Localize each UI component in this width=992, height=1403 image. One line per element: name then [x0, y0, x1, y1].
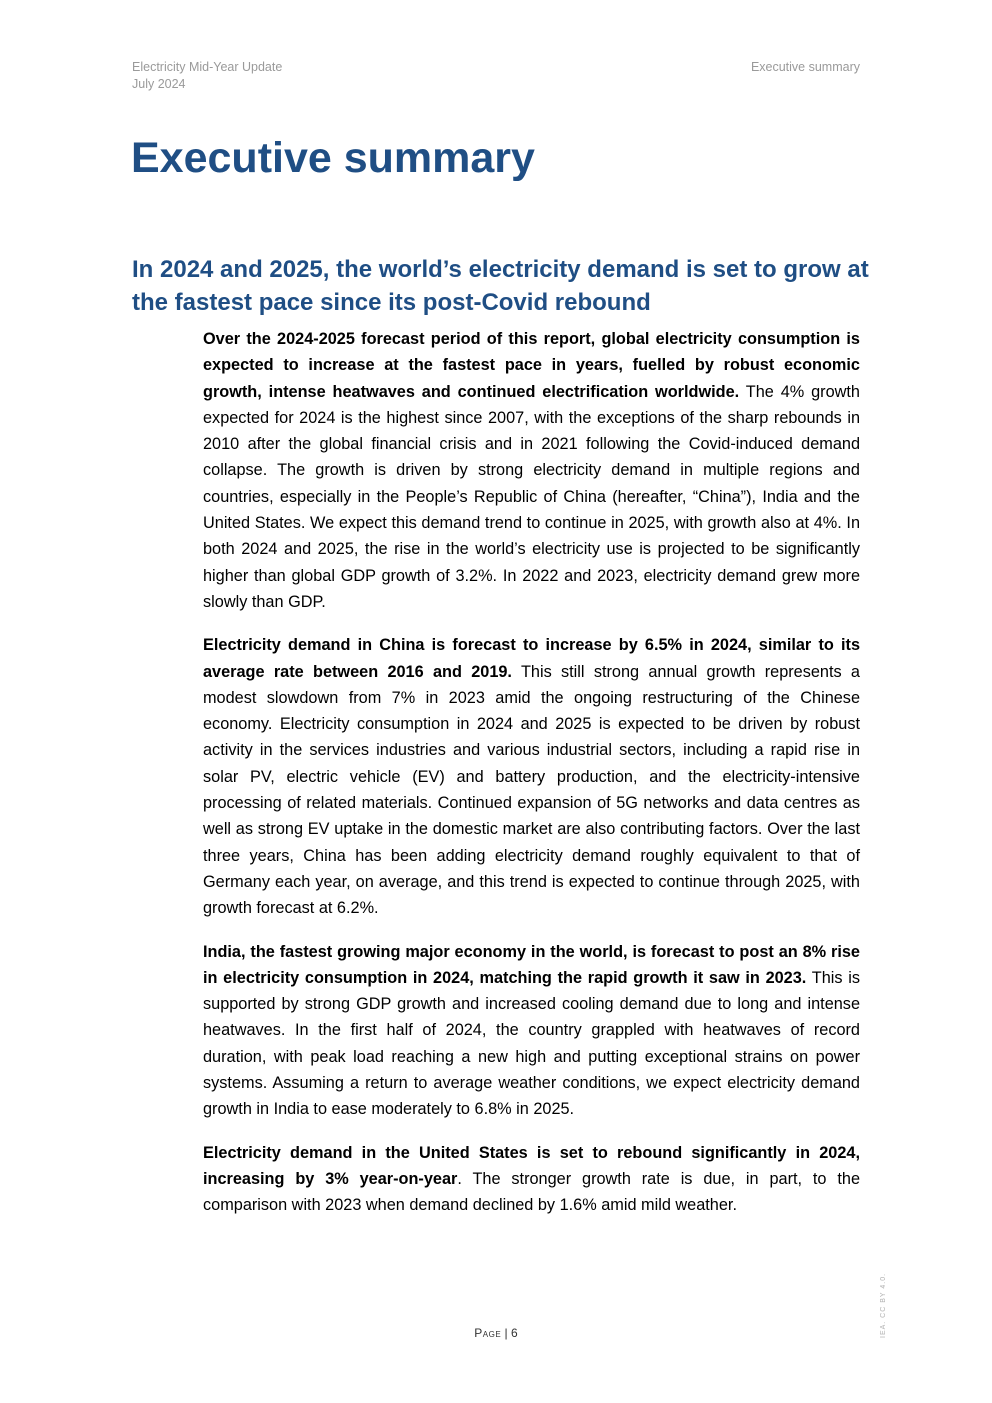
report-title: Electricity Mid-Year Update: [132, 60, 283, 74]
header-section-name: Executive summary: [750, 60, 860, 74]
paragraph-lead: India, the fastest growing major economy in the world, is forecast to post an 8% rise in electricity consumption in 2024, matching the rapid growth it saw in 2023.: [203, 942, 860, 987]
report-date: July 2024: [132, 77, 186, 91]
paragraph-body: The 4% growth expected for 2024 is the highest since 2007, with the exceptions of the sharp rebounds in 2010 after the global financial crisis and in 2021 following the Covid-induced demand collapse. The growth is driven by strong electricity demand in multiple regions and countries, especially in the People’s Republic of China (hereafter, “China”), India and the United States. We expect this demand trend to continue in 2025, with growth also at 4%. In both 2024 and 2025, the rise in the world’s electricity use is projected to be significantly higher than global GDP growth of 3.2%. In 2022 and 2023, electricity demand grew more slowly than GDP.: [203, 382, 860, 611]
paragraph-body: This still strong annual growth represents a modest slowdown from 7% in 2023 amid the ongoing restructuring of the Chinese economy. Electricity consumption in 2024 and 2025 is expected to be driven by robust activity in the services industries and various industrial sectors, including a rapid rise in solar PV, electric vehicle (EV) and battery production, and the electricity-intensive processing of related materials. Continued expansion of 5G networks and data centres as well as strong EV uptake in the domestic market are also contributing factors. Over the last three years, China has been adding electricity demand roughly equivalent to that of Germany each year, on average, and this trend is expected to continue through 2025, with growth forecast at 6.2%.: [203, 662, 860, 918]
paragraph: [203, 1140, 860, 1219]
paragraph-lead: Electricity demand in China is forecast to increase by 6.5% in 2024, similar to its average rate between 2016 and 2019.: [203, 636, 860, 681]
page-header-left: [132, 59, 282, 93]
paragraph-body: This is supported by strong GDP growth and increased cooling demand due to long and intense heatwaves. In the first half of 2024, the country grappled with heatwaves of record duration, with peak load reaching a new high and putting exceptional strains on power systems. Assuming a return to average weather conditions, we expect electricity demand growth in India to ease moderately to 6.8% in 2025.: [203, 968, 860, 1119]
section-heading: In 2024 and 2025, the world’s electricity demand is set to grow at the fastest pace since its post-Covid rebound: [132, 256, 869, 316]
paragraph-lead: Electricity demand in the United States is set to rebound significantly in 2024, increasing by 3% year-on-year: [203, 1143, 860, 1188]
paragraph: [203, 326, 860, 615]
paragraph-lead: Over the 2024-2025 forecast period of this report, global electricity consumption is expected to increase at the fastest pace in years, fuelled by robust economic growth, intense heatwaves and continued electrification worldwide.: [203, 330, 860, 401]
paragraph: [203, 939, 860, 1123]
page-separator: |: [504, 1326, 508, 1340]
license-notice: IEA. CC BY 4.0.: [880, 1272, 887, 1338]
page-number: 6: [511, 1326, 518, 1340]
paragraph-body: . The stronger growth rate is due, in part, to the comparison with 2023 when demand declined by 1.6% amid mild weather.: [203, 1169, 861, 1215]
paragraph: [203, 632, 860, 921]
page-label: Page: [474, 1326, 502, 1340]
body-text: [203, 326, 860, 1236]
page-footer: [0, 1326, 992, 1340]
page-title: Executive summary: [131, 134, 535, 182]
